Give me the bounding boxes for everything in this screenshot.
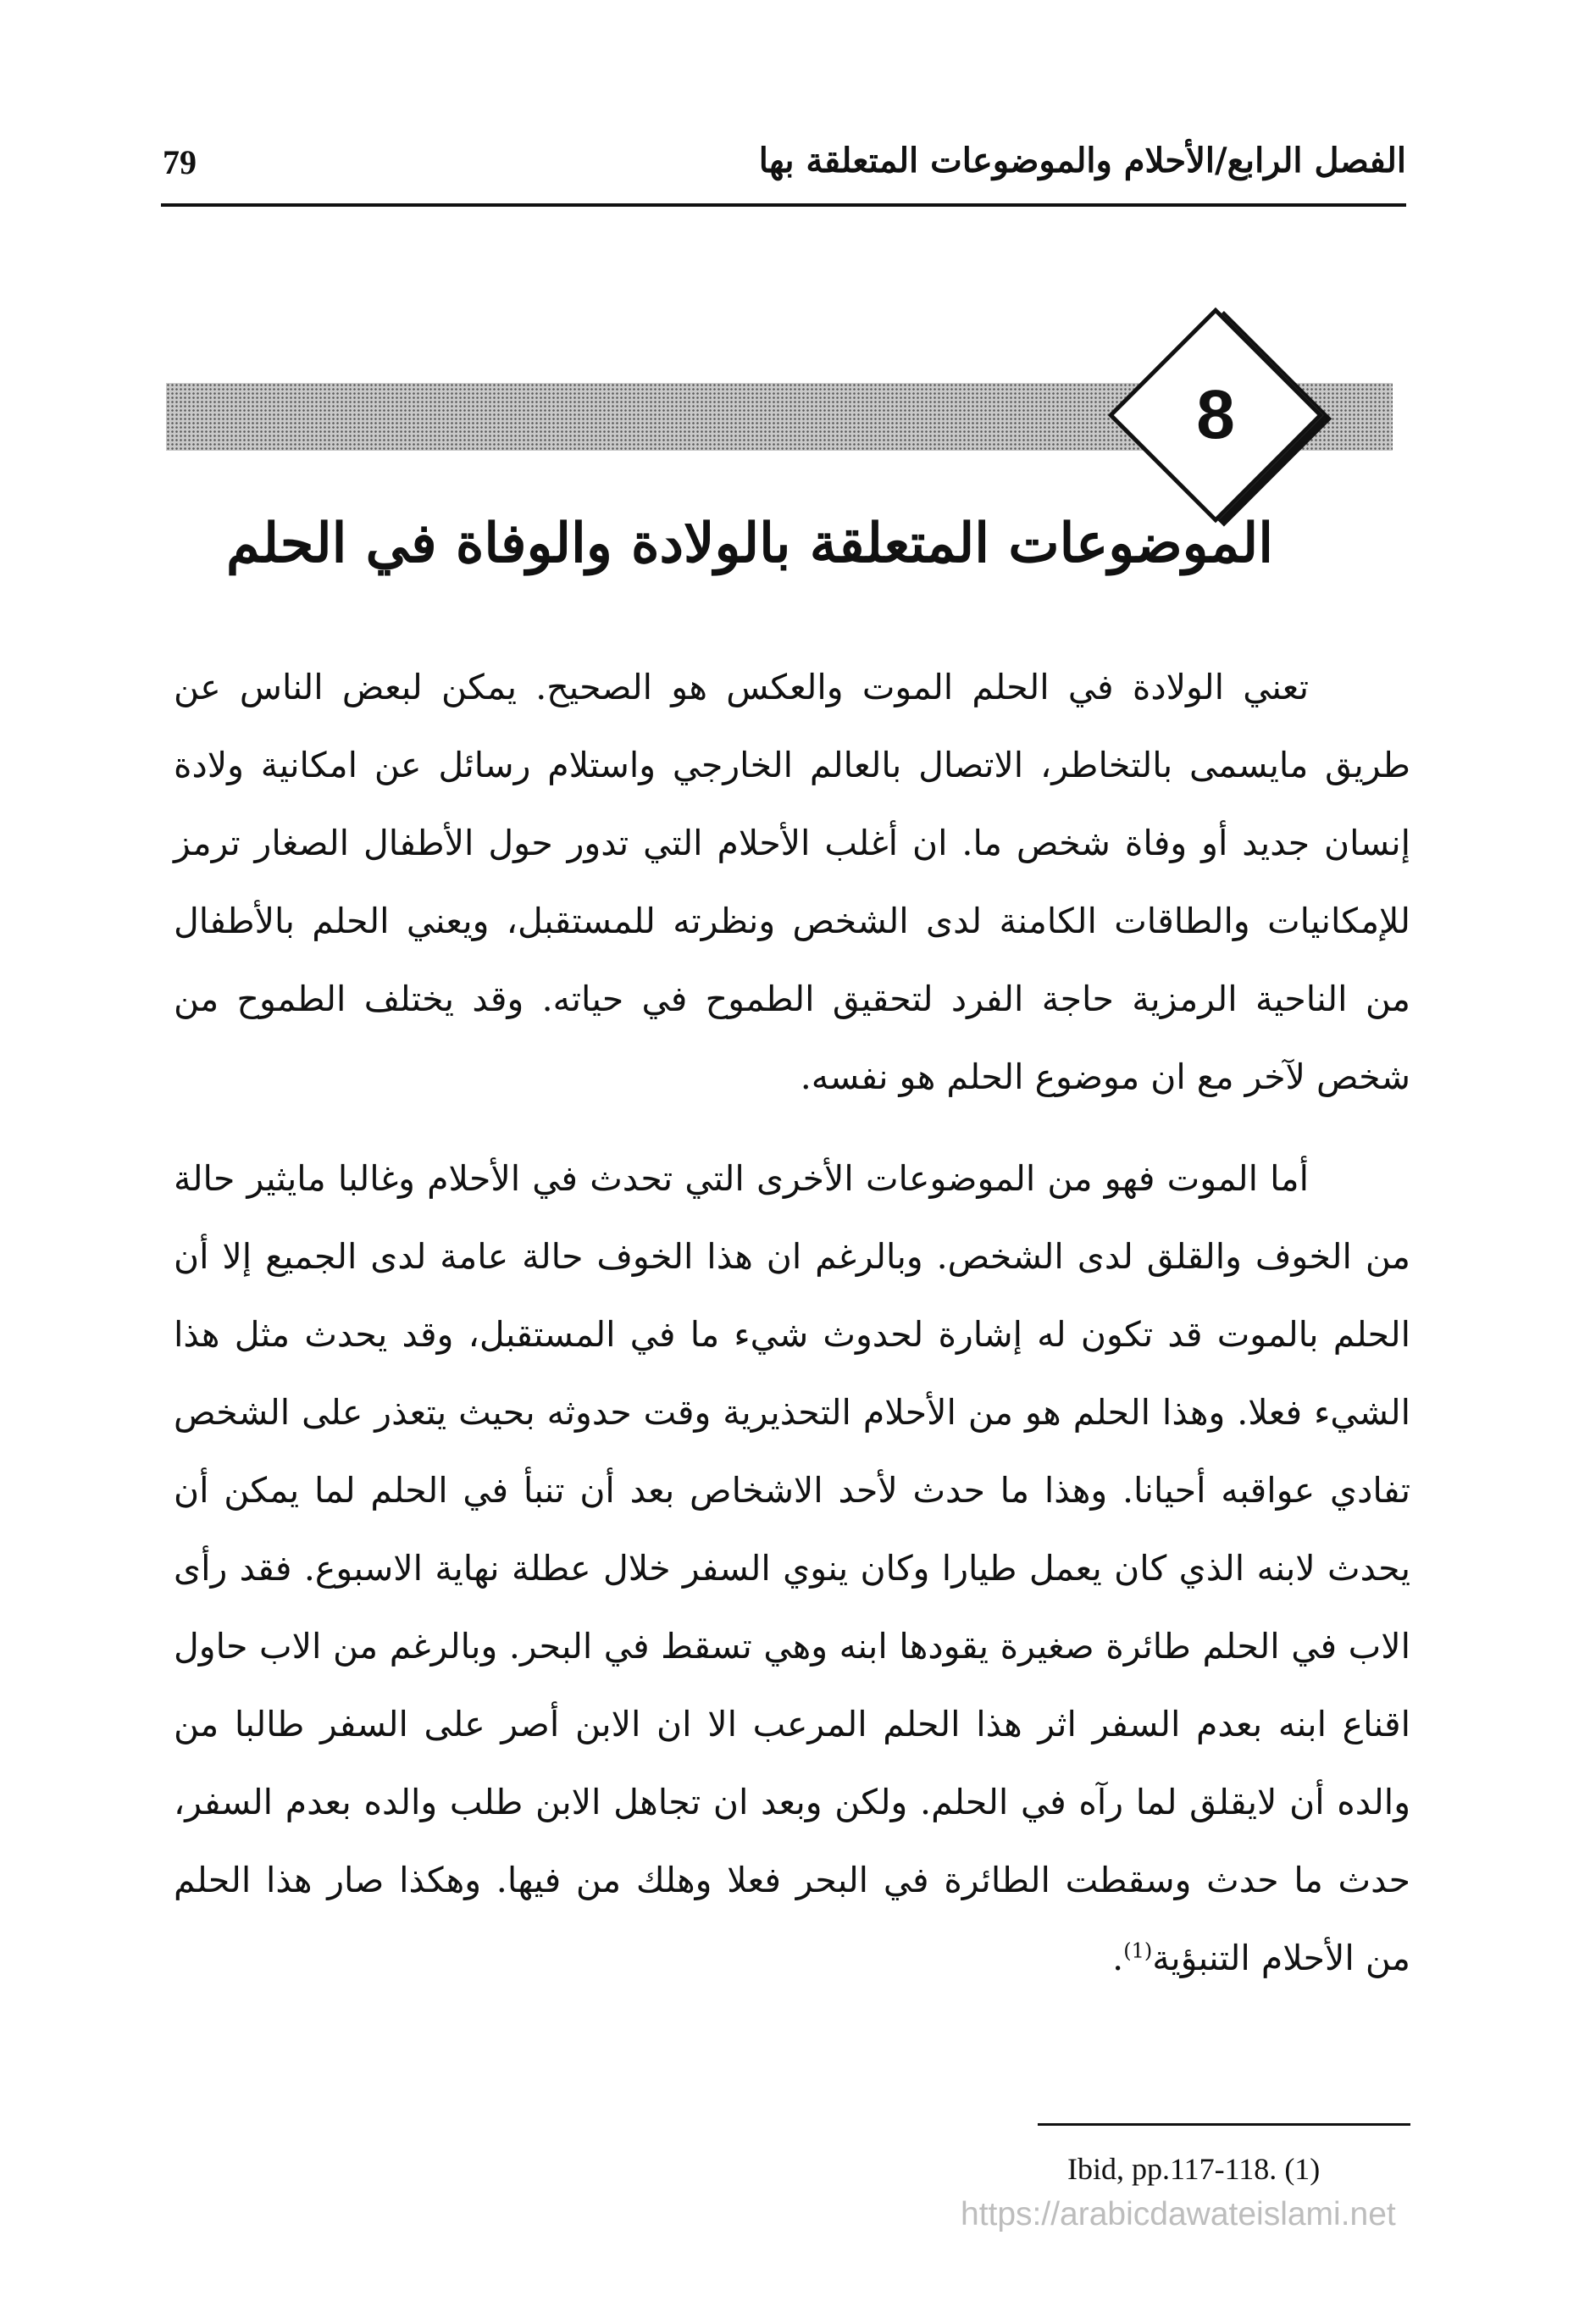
running-title: الفصل الرابع/الأحلام والموضوعات المتعلقة بها [758, 141, 1406, 180]
paragraph-death-text: أما الموت فهو من الموضوعات الأخرى التي تحدث في الأحلام وغالبا مايثير حالة من الخوف والقلق لدى الشخص. وبالرغم ان هذا الخوف حالة عامة لدى الجميع إلا أن الحلم بالموت قد تكون له إشارة لحدوث شيء ما في المستقبل، وقد يحدث مثل هذا الشيء فعلا. وهذا الحلم هو من الأحلام التحذيرية وقت حدوثه بحيث يتعذر على الشخص تفادي عواقبه أحيانا. وهذا ما حدث لأحد الاشخاص بعد أن تنبأ في الحلم لما يمكن أن يحدث لابنه الذي كان يعمل طيارا وكان ينوي السفر خلال عطلة نهاية الاسبوع. فقد رأى الاب في الحلم طائرة صغيرة يقودها ابنه وهي تسقط في البحر. وبالرغم من الاب حاول اقناع ابنه بعدم السفر اثر هذا الحلم المرعب الا ان الابن أصر على السفر طالبا من والده أن لايقلق لما رآه في الحلم. ولكن وبعد ان تجاهل الابن طلب والده بعدم السفر، حدث ما حدث وسقطت الطائرة في البحر فعلا وهلك من فيها. وهكذا صار هذا الحلم من الأحلام التنبؤية [174, 1158, 1410, 1978]
paragraph-death [174, 1140, 1410, 1997]
footnote-text: Ibid, pp.117-118. [1067, 2152, 1277, 2186]
watermark-url: https://arabicdawateislami.net [961, 2196, 1396, 2232]
chapter-badge [1101, 301, 1330, 530]
footnote [1067, 2148, 1423, 2190]
footnote-reference[interactable]: (1) [1123, 1939, 1153, 1963]
body-text [174, 648, 1410, 2021]
chapter-number: 8 [1196, 376, 1235, 453]
page-number: 79 [163, 143, 197, 181]
final-period: . [1112, 1938, 1124, 1978]
paragraph-birth: تعني الولادة في الحلم الموت والعكس هو الصحيح. يمكن لبعض الناس عن طريق مايسمى بالتخاطر، الاتصال بالعالم الخارجي واستلام رسائل عن امكانية ولادة إنسان جديد أو وفاة شخص ما. ان أغلب الأحلام التي تدور حول الأطفال الصغار ترمز للإمكانيات والطاقات الكامنة لدى الشخص ونظرته للمستقبل، ويعني الحلم بالأطفال من الناحية الرمزية حاجة الفرد لتحقيق الطموح في حياته. وقد يختلف الطموح من شخص لآخر مع ان موضوع الحلم هو نفسه. [174, 667, 1410, 1097]
page-header [161, 127, 1406, 207]
footnote-divider [1038, 2123, 1410, 2126]
chapter-title: الموضوعات المتعلقة بالولادة والوفاة في الحلم [225, 512, 1274, 575]
footnote-marker: (1) [1284, 2152, 1321, 2186]
